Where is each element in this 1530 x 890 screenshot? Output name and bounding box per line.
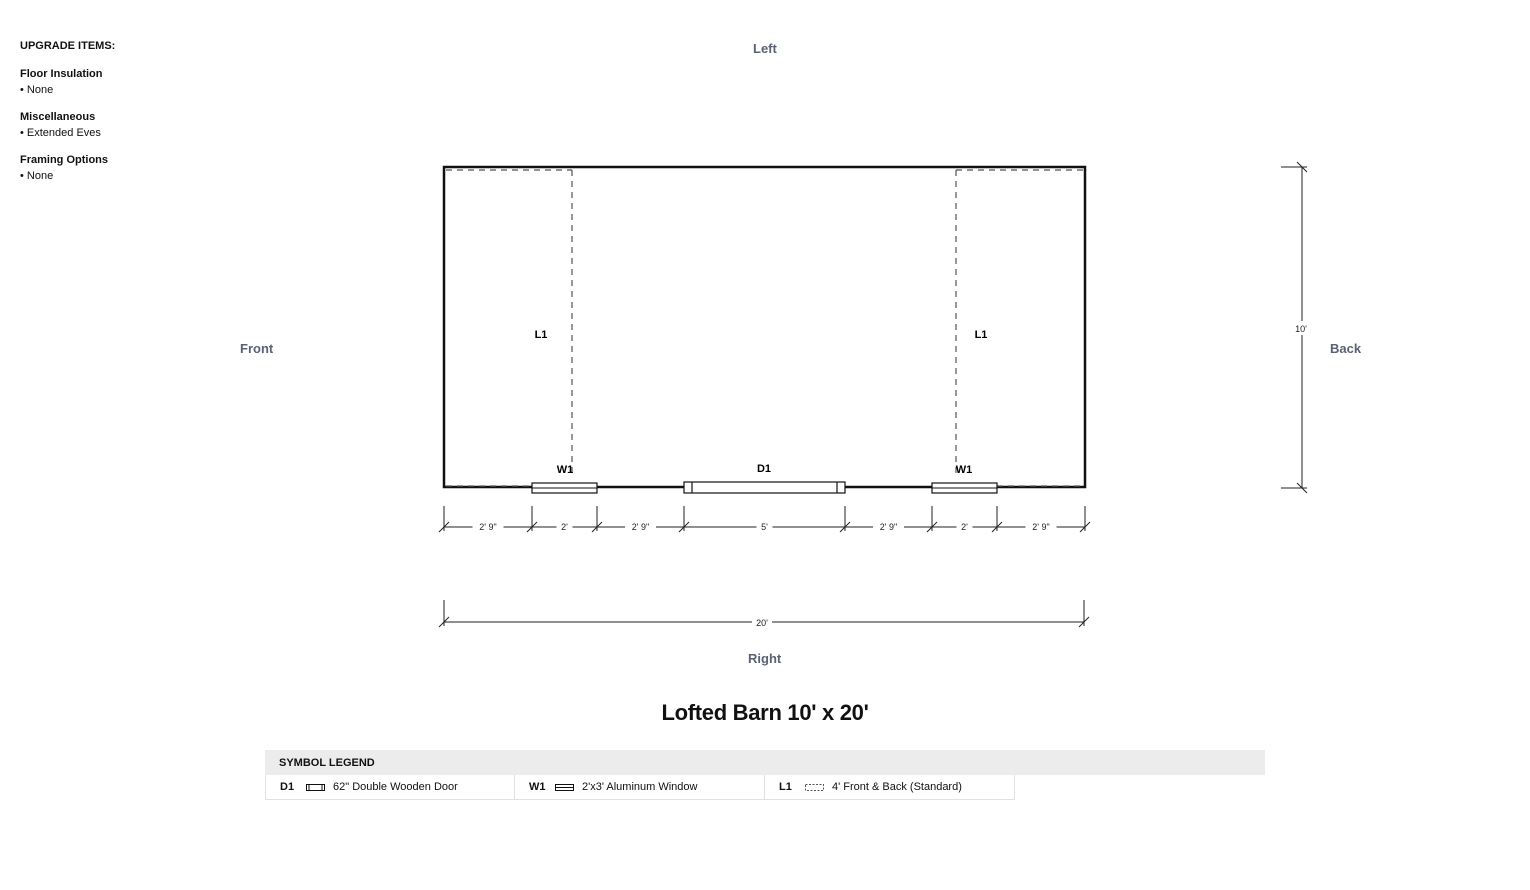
segment-dimension-label: 2' 9" bbox=[1032, 522, 1050, 532]
total-length-label: 20' bbox=[756, 618, 768, 628]
symbol-legend-heading: SYMBOL LEGEND bbox=[265, 750, 1265, 775]
symbol-legend bbox=[265, 750, 1265, 800]
legend-code: D1 bbox=[280, 781, 295, 793]
loft-outlines bbox=[446, 170, 1083, 486]
legend-text: 2'x3' Aluminum Window bbox=[582, 781, 698, 793]
side-label-left: Left bbox=[753, 41, 777, 56]
total-length-dimension bbox=[439, 600, 1089, 629]
depth-dimension bbox=[1281, 162, 1312, 493]
loft-symbol-icon bbox=[805, 783, 825, 792]
legend-item-window bbox=[515, 775, 765, 800]
legend-text: 4' Front & Back (Standard) bbox=[832, 781, 962, 793]
side-label-right: Right bbox=[748, 651, 782, 666]
side-label-back: Back bbox=[1330, 341, 1362, 356]
window-label-left: W1 bbox=[556, 464, 574, 476]
depth-label: 10' bbox=[1295, 324, 1307, 334]
door-symbol-icon bbox=[306, 783, 326, 792]
page-title: Lofted Barn 10' x 20' bbox=[661, 700, 869, 725]
segment-dimension-label: 2' bbox=[561, 522, 568, 532]
window-w1-right bbox=[932, 483, 997, 493]
upgrade-items-heading: UPGRADE ITEMS: bbox=[20, 40, 116, 52]
loft-label-front: L1 bbox=[534, 329, 548, 341]
upgrade-group-title: Floor Insulation bbox=[20, 68, 103, 80]
upgrade-group-value: • Extended Eves bbox=[20, 127, 101, 139]
segment-dimension-label: 2' 9" bbox=[879, 522, 898, 532]
legend-code: L1 bbox=[779, 781, 792, 793]
segment-dimension-label: 2' bbox=[961, 522, 968, 532]
legend-code: W1 bbox=[529, 781, 546, 793]
building-outline bbox=[444, 167, 1085, 487]
upgrade-group-title: Framing Options bbox=[20, 154, 108, 166]
door-frame bbox=[684, 482, 845, 493]
segment-dimension-label: 2' 9" bbox=[631, 522, 650, 532]
window-w1-left bbox=[532, 483, 597, 493]
segment-dimension-label: 2' 9" bbox=[479, 522, 497, 532]
legend-text: 62" Double Wooden Door bbox=[333, 781, 458, 793]
segment-dimension-label: 5' bbox=[761, 522, 768, 532]
loft-label-back: L1 bbox=[974, 329, 988, 341]
symbol-legend-row bbox=[265, 775, 1265, 800]
upgrade-group-value: • None bbox=[20, 170, 54, 182]
window-symbol-icon bbox=[555, 783, 575, 792]
segment-dimension-line bbox=[439, 506, 1090, 533]
segment-labels bbox=[473, 521, 1057, 533]
window-label-right: W1 bbox=[955, 464, 973, 476]
door-d1 bbox=[684, 482, 845, 493]
legend-item-loft bbox=[765, 775, 1015, 800]
legend-item-door bbox=[265, 775, 515, 800]
side-label-front: Front bbox=[240, 341, 274, 356]
door-label: D1 bbox=[756, 463, 772, 475]
upgrade-group-title: Miscellaneous bbox=[20, 111, 96, 123]
upgrade-group-value: • None bbox=[20, 84, 54, 96]
